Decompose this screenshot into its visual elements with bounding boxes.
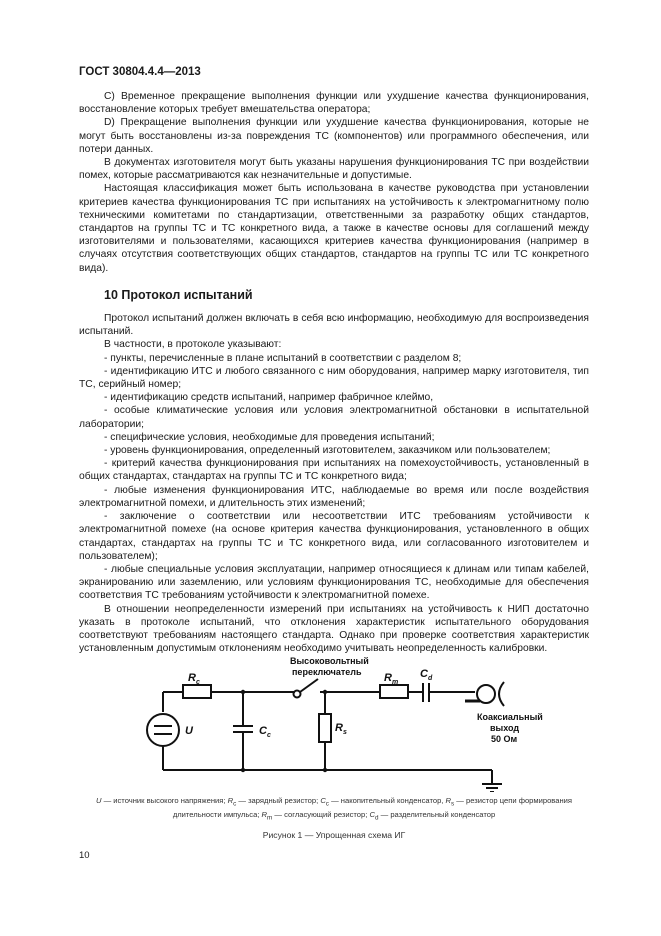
switch-label-line2: переключатель xyxy=(292,667,362,677)
rc-label: R xyxy=(188,672,196,684)
u-label: U xyxy=(185,725,193,737)
matching-resistor-icon xyxy=(380,685,408,698)
circuit-diagram xyxy=(130,652,550,792)
list-item: - уровень функционирования, определенный изготовителем, заказчиком или пользователем; xyxy=(104,445,551,457)
list-item: - специфические условия, необходимые для проведения испытаний; xyxy=(104,431,435,443)
section-title: 10 Протокол испытаний xyxy=(104,287,253,302)
closing-paragraph: В отношении неопределенности измерений при испытаниях на устойчивость к НИП достаточно указать в протоколе испытаний, что отклонения характеристик испытательного оборудования соответствуют требованиям настоящего стандарта. Однако при проверке соответствия характеристик установленным допустимым отклонениям необходимо учитывать неопределенность калибровки. xyxy=(79,603,589,655)
pulse-shaping-resistor-icon xyxy=(319,714,331,742)
body-text xyxy=(79,90,589,655)
figure-legend: U — источник высокого напряжения; $R_c$ — зарядный резистор; $C_c$ — накопительный конденсатор, $R_s$ — резистор цепи формирования длительности импульса; $R_m$ — согласующий резистор; $C_d$ — разделительный конденсатор xyxy=(95,796,573,822)
switch-label-line1: Высоковольтный xyxy=(290,656,369,666)
list-item: - пункты, перечисленные в плане испытаний в соответствии с разделом 8; xyxy=(104,352,462,364)
section-intro: Протокол испытаний должен включать в себя всю информацию, необходимую для воспроизведения испытаний. xyxy=(79,313,589,338)
list-intro: В частности, в протоколе указывают: xyxy=(104,339,282,351)
list-item: - заключение о соответствии или несоответствии ИТС требованиям устойчивости к электромагнитной помехе (на основе критерия качества функционирования, установленного в общих стандартах, стандартах на группы ТС и ТС конкретного вида, или согласованного изготовителем и пользователем); xyxy=(79,511,589,562)
list-item: - идентификацию средств испытаний, например фабричное клеймо, xyxy=(104,392,434,404)
list-item: - особые климатические условия или условия электромагнитной обстановки в испытательной лаборатории; xyxy=(79,405,589,430)
svg-text:Rm: $R_m$ xyxy=(384,672,399,686)
cd-label: C xyxy=(420,668,428,680)
paragraph-classification: Настоящая классификация может быть использована в качестве руководства при установлении критериев качества функционирования ТС при испытаниях на устойчивость к электромагнитному полю техническими комитетами по стандартизации, ответственными за разработку общих стандартов, стандартов на группы ТС и ТС конкретного вида, а также в качестве основы для соглашений между изготовителями и пользователями, касающихся критериев качества функционирования (например в случаях отсутствия соответствующих общих стандартов, стандартов на группы ТС или ТС конкретного вида). xyxy=(79,183,589,274)
voltage-source-icon xyxy=(147,714,179,746)
rm-label: R xyxy=(384,672,392,684)
svg-text:Cd: $C_d$ xyxy=(420,668,433,682)
paragraph-manufacturer-docs: В документах изготовителя могут быть указаны нарушения функционирования ТС при воздействии помех, которые рассматриваются как незначительные и допустимые. xyxy=(79,157,589,182)
figure-caption: Рисунок 1 — Упрощенная схема ИГ xyxy=(262,830,406,840)
output-label-line2: выход xyxy=(490,723,520,733)
switch-contact-icon xyxy=(294,691,301,698)
output-label-line1: Коаксиальный xyxy=(477,712,543,722)
page-number: 10 xyxy=(79,850,90,861)
list-item: - любые специальные условия эксплуатации, например относящиеся к длинам или типам кабелей, экранированию или заземлению, или условиям функционирования ТС, необходимые для обеспечения соответствия ТС требованиям устойчивости к электромагнитной помехе. xyxy=(79,563,589,602)
charging-resistor-icon xyxy=(183,685,211,698)
svg-text:Cc: $C_c$ xyxy=(259,725,271,739)
list-item: - идентификацию ИТС и любого связанного с ним оборудования, например марку изготовителя, тип ТС, серийный номер; xyxy=(79,365,589,391)
cc-label: C xyxy=(259,725,267,737)
rs-label: R xyxy=(335,722,343,734)
output-label-line3: 50 Ом xyxy=(491,734,518,744)
svg-text:Rc: $R_c$ xyxy=(188,672,200,686)
document-header: ГОСТ 30804.4.4—2013 xyxy=(79,66,201,78)
paragraph-c: C) Временное прекращение выполнения функции или ухудшение качества функционирования, восстановление которых требует вмешательства оператора; xyxy=(79,91,589,116)
list-item: - любые изменения функционирования ИТС, наблюдаемые во время или после воздействия электромагнитной помехи, и длительность этих изменений; xyxy=(79,484,589,509)
list-item: - критерий качества функционирования при испытаниях на помехоустойчивость, установленный в общих стандартах, стандартах на группы ТС и ТС конкретного вида; xyxy=(79,458,589,483)
paragraph-d: D) Прекращение выполнения функции или ухудшение качества функционирования, которые не могут быть восстановлены из-за повреждения ТС (компонентов) или программного обеспечения, или потери данных. xyxy=(79,117,589,155)
svg-text:Rs: $R_s$ xyxy=(335,722,347,736)
